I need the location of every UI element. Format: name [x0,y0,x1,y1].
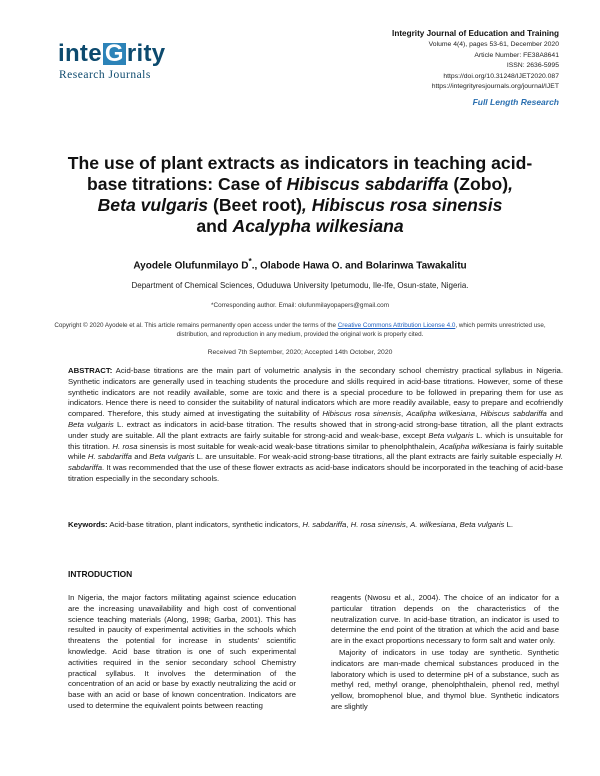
affiliation: Department of Chemical Sciences, Oduduwa University Ipetumodu, Ile-Ife, Osun-state, Nigeria. [131,281,469,290]
body-column-right [331,593,559,713]
received-accepted-dates: Received 7th September, 2020; Accepted 14th October, 2020 [207,349,393,356]
author-list: Ayodele Olufunmilayo D*., Olabode Hawa O. and Bolarinwa Tawakalitu [133,256,467,272]
article-number: Article Number: FE38A8641 [474,51,559,59]
keywords: Keywords: Acid-base titration, plant indicators, synthetic indicators, H. sabdariffa, H. rosa sinensis, A. wilkesiana, Beta vulgaris L. [68,520,514,529]
journal-volume: Volume 4(4), pages 53-61, December 2020 [428,41,559,48]
title-line-4: and Acalypha wilkesiana [196,216,404,236]
title-line-3: Beta vulgaris (Beet root), Hibiscus rosa sinensis [97,195,503,215]
logo-wordmark: inte G rity [58,40,166,67]
paragraph: reagents (Nwosu et al., 2004). The choice of an indicator for a particular titration depends on the characteristics of the neutralization curve. In acid-base titration, an indicator is used to determine the end point of the titration at which the acid and base are in the exact proportions necessary to form salt and water only. [331,593,559,646]
title-line-2: base titrations: Case of Hibiscus sabdariffa (Zobo), [87,174,513,194]
article-title [20,153,580,237]
copyright-notice: Copyright © 2020 Ayodele et al. This article remains permanently open access under the terms of the Creative Commons Attribution License 4.0, which permits unrestricted use, distribution, and reproduction in any medium, provided the original work is properly cited. [54,322,546,338]
publisher-logo [58,40,178,86]
keywords-label: Keywords: [68,520,108,529]
abstract-label: ABSTRACT: [68,366,113,375]
abstract: ABSTRACT: Acid-base titrations are the main part of volumetric analysis in the secondary school chemistry practical syllabus in Nigeria. Synthetic indicators are generally used in teaching students the procedure and skills required in acid-base titrations. However, some of these synthetic indicators are not readily available, some are toxic and there is a special procedure to be followed in preparing them for use as indicators. Hence there is need to consider the suitability of natural indicators which are more readily available, easy to prepare and ecofriendly compared. Therefore, this study aimed at investigating the suitability of Hibiscus rosa sinensis, Acalipha wilkesiana, Hibiscus sabdariffa and Beta vulgaris L. extract as indicators in acid-base titration. The results showed that in strong-acid strong-base titration, all the plant extracts under study are suitable. All the plant extracts are fairly suitable for strong-acid and weak-base, except Beta vulgaris L. which is unsuitable for this titration. H. rosa sinensis is most suitable for weak-acid weak-base titrations similar to phenolphthalein, Acalipha wilkesiana is fairly suitable while H. sabdariffa and Beta vulgaris L. are unsuitable. For weak-acid strong-base titrations, all the plant extracts are fairly suitable especially H. sabdariffa. It was recommended that the use of these flower extracts as acid-base indicators should be incorporated in the teaching of acid-base titration especially in the secondary schools. [68,366,563,483]
article-type-label: Full Length Research [472,97,559,107]
paragraph: In Nigeria, the major factors militating against science education are the increasing unavailability and high cost of conventional science teaching materials (Along, 1998; Garba, 2001). This has resulted in paucity of experimental activities in the schools which threatens the potential for increase in students' scientific knowledge. Acid base titration is one of such experimental activities required in the senior secondary school Chemistry practical syllabus. It involves the determination of the concentration of an acid or base by exactly neutralizing the acid or base with an acid or base of known concentration. Indicators are used to determine the equivalent points between reacting [68,593,296,710]
journal-url-link[interactable]: https://integrityresjournals.org/journal/IJET [431,83,559,90]
doi-link[interactable]: https://doi.org/10.31248/IJET2020.087 [443,72,559,80]
license-link[interactable]: Creative Commons Attribution License 4.0 [337,322,456,329]
body-column-left [68,593,296,712]
logo-boxed-letter: G [104,40,124,67]
journal-header [259,28,559,93]
title-line-1: The use of plant extracts as indicators in teaching acid- [67,153,533,173]
section-heading-introduction: INTRODUCTION [68,569,133,579]
corresponding-author: *Corresponding author. Email: olufunmilayopapers@gmail.com [210,302,390,309]
corresponding-mark: * [248,256,252,266]
journal-title: Integrity Journal of Education and Training [392,29,559,38]
logo-subtitle: Research Journals [59,69,151,81]
issn: ISSN: 2636-5995 [506,62,559,69]
paragraph: Majority of indicators in use today are synthetic. Synthetic indicators are man-made chemical substances produced in the laboratory which is used to determine pH of a substance, such as methyl red, methyl orange, phenolphthalein, phenol red, methyl yellow, bromophenol blue, and thymol blue. Synthetic indicators are slightly [331,647,559,711]
